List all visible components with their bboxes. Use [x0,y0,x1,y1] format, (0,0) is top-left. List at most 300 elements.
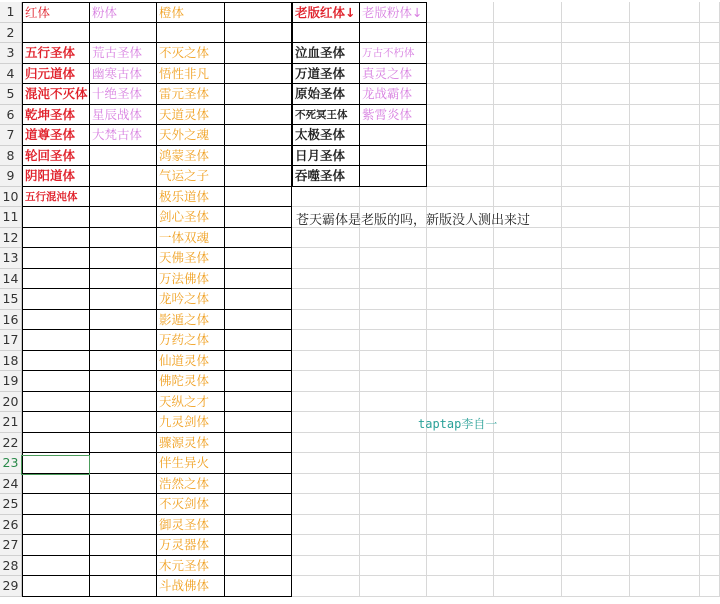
cell[interactable] [562,371,630,392]
cell[interactable] [360,535,427,556]
cell[interactable] [360,576,427,597]
cell[interactable] [90,248,157,269]
cell[interactable] [494,23,562,44]
cell[interactable] [630,371,700,392]
cell[interactable] [700,453,720,474]
cell[interactable] [225,535,292,556]
cell[interactable] [630,43,700,64]
old-red-entry[interactable]: 不死冥王体 [292,105,360,126]
cell[interactable] [494,371,562,392]
row-number[interactable]: 2 [0,23,22,44]
cell[interactable] [360,392,427,413]
row-number[interactable]: 22 [0,433,22,454]
cell[interactable] [700,494,720,515]
cell[interactable] [427,146,494,167]
cell[interactable] [562,351,630,372]
red-entry[interactable]: 混沌不灭体 [22,84,90,105]
cell[interactable] [22,351,90,372]
cell[interactable] [494,453,562,474]
cell[interactable] [292,392,360,413]
cell[interactable] [90,556,157,577]
cell[interactable] [360,371,427,392]
cell[interactable] [360,289,427,310]
old-pink-entry[interactable]: 紫霄炎体 [360,105,427,126]
orange-entry[interactable]: 不灭剑体 [157,494,225,515]
cell[interactable] [562,535,630,556]
cell[interactable] [630,289,700,310]
cell[interactable] [225,64,292,85]
cell[interactable] [562,330,630,351]
old-red-entry[interactable]: 吞噬圣体 [292,166,360,187]
cell[interactable] [22,228,90,249]
cell[interactable] [90,310,157,331]
row-number[interactable]: 10 [0,187,22,208]
cell[interactable] [90,453,157,474]
row-number[interactable]: 12 [0,228,22,249]
cell[interactable] [630,556,700,577]
header-old-pink[interactable]: 老版粉体↓ [360,2,427,23]
orange-entry[interactable]: 木元圣体 [157,556,225,577]
red-entry[interactable]: 阴阳道体 [22,166,90,187]
row-number[interactable]: 20 [0,392,22,413]
cell[interactable] [494,556,562,577]
cell[interactable] [90,576,157,597]
cell[interactable] [630,269,700,290]
cell[interactable] [494,576,562,597]
orange-entry[interactable]: 天道灵体 [157,105,225,126]
orange-entry[interactable]: 影遁之体 [157,310,225,331]
row-number[interactable]: 29 [0,576,22,597]
cell[interactable] [630,310,700,331]
cell[interactable] [90,515,157,536]
cell[interactable] [360,474,427,495]
cell[interactable] [225,289,292,310]
cell[interactable] [494,474,562,495]
cell[interactable] [360,310,427,331]
cell[interactable] [700,289,720,310]
cell[interactable] [292,269,360,290]
row-number[interactable]: 27 [0,535,22,556]
orange-entry[interactable]: 气运之子 [157,166,225,187]
cell[interactable] [700,2,720,23]
cell[interactable] [700,166,720,187]
orange-entry[interactable]: 万法佛体 [157,269,225,290]
old-pink-entry[interactable]: 真灵之体 [360,64,427,85]
cell[interactable] [427,269,494,290]
cell[interactable] [90,494,157,515]
cell[interactable] [494,2,562,23]
cell[interactable] [700,43,720,64]
cell[interactable] [700,351,720,372]
row-number[interactable]: 9 [0,166,22,187]
orange-entry[interactable]: 斗战佛体 [157,576,225,597]
cell[interactable] [630,207,700,228]
cell[interactable] [292,23,360,44]
cell[interactable] [292,310,360,331]
cell[interactable] [700,412,720,433]
cell[interactable] [700,535,720,556]
cell[interactable] [630,84,700,105]
old-red-entry[interactable]: 原始圣体 [292,84,360,105]
cell[interactable] [562,556,630,577]
orange-entry[interactable]: 万灵器体 [157,535,225,556]
cell[interactable] [90,146,157,167]
row-number[interactable]: 23 [0,453,22,474]
pink-entry[interactable]: 十绝圣体 [90,84,157,105]
cell[interactable] [494,269,562,290]
cell[interactable] [630,2,700,23]
cell[interactable] [562,248,630,269]
row-number[interactable]: 3 [0,43,22,64]
orange-entry[interactable]: 万药之体 [157,330,225,351]
orange-entry[interactable]: 佛陀灵体 [157,371,225,392]
orange-entry[interactable]: 天佛圣体 [157,248,225,269]
cell[interactable] [562,43,630,64]
orange-entry[interactable]: 御灵圣体 [157,515,225,536]
cell[interactable] [700,105,720,126]
cell[interactable] [700,125,720,146]
old-red-entry[interactable]: 太极圣体 [292,125,360,146]
cell[interactable] [22,330,90,351]
cell[interactable] [494,105,562,126]
cell[interactable] [22,289,90,310]
cell[interactable] [562,494,630,515]
cell[interactable] [427,310,494,331]
cell[interactable] [562,23,630,44]
cell[interactable] [630,433,700,454]
cell[interactable] [562,84,630,105]
cell[interactable] [225,248,292,269]
cell[interactable] [90,474,157,495]
row-number[interactable]: 16 [0,310,22,331]
cell[interactable] [292,576,360,597]
cell[interactable] [494,310,562,331]
cell[interactable] [700,269,720,290]
cell[interactable] [225,166,292,187]
orange-entry[interactable]: 极乐道体 [157,187,225,208]
cell[interactable] [225,187,292,208]
cell[interactable] [360,412,427,433]
cell[interactable] [630,453,700,474]
orange-entry[interactable]: 龙吟之体 [157,289,225,310]
cell[interactable] [494,330,562,351]
cell[interactable] [700,310,720,331]
cell[interactable] [360,146,427,167]
cell[interactable] [90,351,157,372]
cell[interactable] [427,576,494,597]
old-red-entry[interactable]: 泣血圣体 [292,43,360,64]
cell[interactable] [360,351,427,372]
old-red-entry[interactable]: 日月圣体 [292,146,360,167]
cell[interactable] [630,515,700,536]
cell[interactable] [562,187,630,208]
cell[interactable] [22,474,90,495]
cell[interactable] [427,330,494,351]
pink-entry[interactable]: 幽寒古体 [90,64,157,85]
cell[interactable] [225,433,292,454]
cell[interactable] [292,412,360,433]
cell[interactable] [700,576,720,597]
cell[interactable] [427,84,494,105]
cell[interactable] [22,576,90,597]
cell[interactable] [225,392,292,413]
row-number[interactable]: 28 [0,556,22,577]
row-number[interactable]: 11 [0,207,22,228]
row-number[interactable]: 18 [0,351,22,372]
old-pink-entry[interactable]: 万古不朽体 [360,43,427,64]
cell[interactable] [225,310,292,331]
cell[interactable] [90,228,157,249]
cell[interactable] [562,105,630,126]
row-number[interactable]: 14 [0,269,22,290]
cell[interactable] [292,556,360,577]
cell[interactable] [225,23,292,44]
cell[interactable] [225,207,292,228]
cell[interactable] [90,392,157,413]
row-number[interactable]: 13 [0,248,22,269]
cell[interactable] [90,23,157,44]
row-number[interactable]: 8 [0,146,22,167]
cell[interactable] [630,248,700,269]
cell[interactable] [494,64,562,85]
red-entry[interactable]: 五行圣体 [22,43,90,64]
red-entry[interactable]: 轮回圣体 [22,146,90,167]
cell[interactable] [630,351,700,372]
cell[interactable] [360,556,427,577]
cell[interactable] [292,494,360,515]
cell[interactable] [562,474,630,495]
cell[interactable] [700,23,720,44]
cell[interactable] [90,412,157,433]
cell[interactable] [22,310,90,331]
cell[interactable] [562,576,630,597]
cell[interactable] [494,84,562,105]
cell[interactable] [225,43,292,64]
cell[interactable] [22,515,90,536]
row-number[interactable]: 1 [0,2,22,23]
cell[interactable] [225,474,292,495]
orange-entry[interactable]: 鸿蒙圣体 [157,146,225,167]
cell[interactable] [292,228,360,249]
cell[interactable] [90,269,157,290]
cell[interactable] [700,207,720,228]
cell[interactable] [292,535,360,556]
cell[interactable] [292,289,360,310]
cell[interactable] [630,494,700,515]
cell[interactable] [427,43,494,64]
cell[interactable] [225,105,292,126]
cell[interactable] [292,330,360,351]
pink-entry[interactable]: 荒古圣体 [90,43,157,64]
cell[interactable] [562,228,630,249]
cell[interactable] [494,228,562,249]
cell[interactable] [700,64,720,85]
cell[interactable] [630,330,700,351]
cell[interactable] [360,166,427,187]
cell[interactable] [90,535,157,556]
cell[interactable] [90,187,157,208]
red-entry[interactable]: 五行混沌体 [22,187,90,208]
cell[interactable] [630,535,700,556]
cell[interactable] [562,166,630,187]
cell[interactable] [22,371,90,392]
cell[interactable] [427,64,494,85]
cell[interactable] [494,187,562,208]
orange-entry[interactable]: 天外之魂 [157,125,225,146]
cell[interactable] [700,556,720,577]
pink-entry[interactable]: 星辰战体 [90,105,157,126]
cell[interactable] [427,351,494,372]
cell[interactable] [427,392,494,413]
cell[interactable] [562,207,630,228]
header-old-red[interactable]: 老版红体↓ [292,2,360,23]
cell[interactable] [700,187,720,208]
cell[interactable] [22,248,90,269]
cell[interactable] [360,228,427,249]
cell[interactable] [700,146,720,167]
orange-entry[interactable]: 雷元圣体 [157,84,225,105]
cell[interactable] [360,125,427,146]
pink-entry[interactable]: 大梵古体 [90,125,157,146]
cell[interactable] [225,146,292,167]
cell[interactable] [700,515,720,536]
row-number[interactable]: 17 [0,330,22,351]
cell[interactable] [360,515,427,536]
cell[interactable] [562,515,630,536]
cell[interactable] [90,207,157,228]
cell[interactable] [494,166,562,187]
cell[interactable] [225,2,292,23]
cell[interactable] [494,515,562,536]
old-red-entry[interactable]: 万道圣体 [292,64,360,85]
cell[interactable] [360,269,427,290]
cell[interactable] [562,310,630,331]
cell[interactable] [630,576,700,597]
cell[interactable] [225,371,292,392]
cell[interactable] [22,207,90,228]
cell[interactable] [494,535,562,556]
cell[interactable] [22,23,90,44]
cell[interactable] [427,515,494,536]
header-orange[interactable]: 橙体 [157,2,225,23]
cell[interactable] [562,392,630,413]
orange-entry[interactable]: 九灵剑体 [157,412,225,433]
cell[interactable] [225,125,292,146]
cell[interactable] [90,166,157,187]
cell[interactable] [292,248,360,269]
cell[interactable] [90,330,157,351]
cell[interactable] [427,371,494,392]
cell[interactable] [22,392,90,413]
cell[interactable] [630,23,700,44]
cell[interactable] [630,105,700,126]
cell[interactable] [225,494,292,515]
cell[interactable] [22,433,90,454]
orange-entry[interactable]: 浩然之体 [157,474,225,495]
cell[interactable] [360,248,427,269]
cell[interactable] [360,453,427,474]
cell[interactable] [225,330,292,351]
cell[interactable] [427,474,494,495]
cell[interactable] [292,515,360,536]
cell[interactable] [225,515,292,536]
cell[interactable] [494,392,562,413]
orange-entry[interactable]: 伴生异火 [157,453,225,474]
cell[interactable] [630,228,700,249]
cell[interactable] [562,433,630,454]
row-number[interactable]: 5 [0,84,22,105]
orange-entry[interactable]: 剑心圣体 [157,207,225,228]
cell[interactable] [494,433,562,454]
red-entry[interactable]: 道尊圣体 [22,125,90,146]
cell[interactable] [494,494,562,515]
cell[interactable] [562,453,630,474]
cell[interactable] [225,576,292,597]
cell[interactable] [225,228,292,249]
row-number[interactable]: 6 [0,105,22,126]
cell[interactable] [494,248,562,269]
cell[interactable] [494,125,562,146]
row-number[interactable]: 24 [0,474,22,495]
cell[interactable] [700,371,720,392]
row-number[interactable]: 15 [0,289,22,310]
cell[interactable] [562,146,630,167]
cell[interactable] [22,412,90,433]
cell[interactable] [494,412,562,433]
cell[interactable] [700,84,720,105]
cell[interactable] [427,289,494,310]
header-pink[interactable]: 粉体 [90,2,157,23]
cell[interactable] [360,23,427,44]
cell[interactable] [292,453,360,474]
credit-text[interactable]: taptap李自一 [418,417,498,431]
red-entry[interactable]: 归元道体 [22,64,90,85]
cell[interactable] [427,248,494,269]
cell[interactable] [700,392,720,413]
cell[interactable] [22,494,90,515]
cell[interactable] [22,556,90,577]
cell[interactable] [630,166,700,187]
cell[interactable] [225,453,292,474]
cell[interactable] [427,105,494,126]
orange-entry[interactable]: 骤源灵体 [157,433,225,454]
cell[interactable] [630,64,700,85]
cell[interactable] [700,330,720,351]
cell[interactable] [494,43,562,64]
cell[interactable] [292,351,360,372]
cell[interactable] [630,125,700,146]
note-text[interactable]: 苍天霸体是老版的吗，新版没人测出来过 [296,213,531,228]
cell[interactable] [427,125,494,146]
red-entry[interactable]: 乾坤圣体 [22,105,90,126]
cell[interactable] [90,433,157,454]
cell[interactable] [562,125,630,146]
cell[interactable] [427,535,494,556]
cell[interactable] [225,412,292,433]
cell[interactable] [700,248,720,269]
cell[interactable] [562,2,630,23]
cell[interactable] [427,453,494,474]
cell[interactable] [427,433,494,454]
cell[interactable] [494,146,562,167]
orange-entry[interactable]: 天纵之才 [157,392,225,413]
cell[interactable] [360,330,427,351]
cell[interactable] [157,23,225,44]
cell[interactable] [427,556,494,577]
cell[interactable] [630,392,700,413]
cell[interactable] [225,269,292,290]
cell[interactable] [22,269,90,290]
